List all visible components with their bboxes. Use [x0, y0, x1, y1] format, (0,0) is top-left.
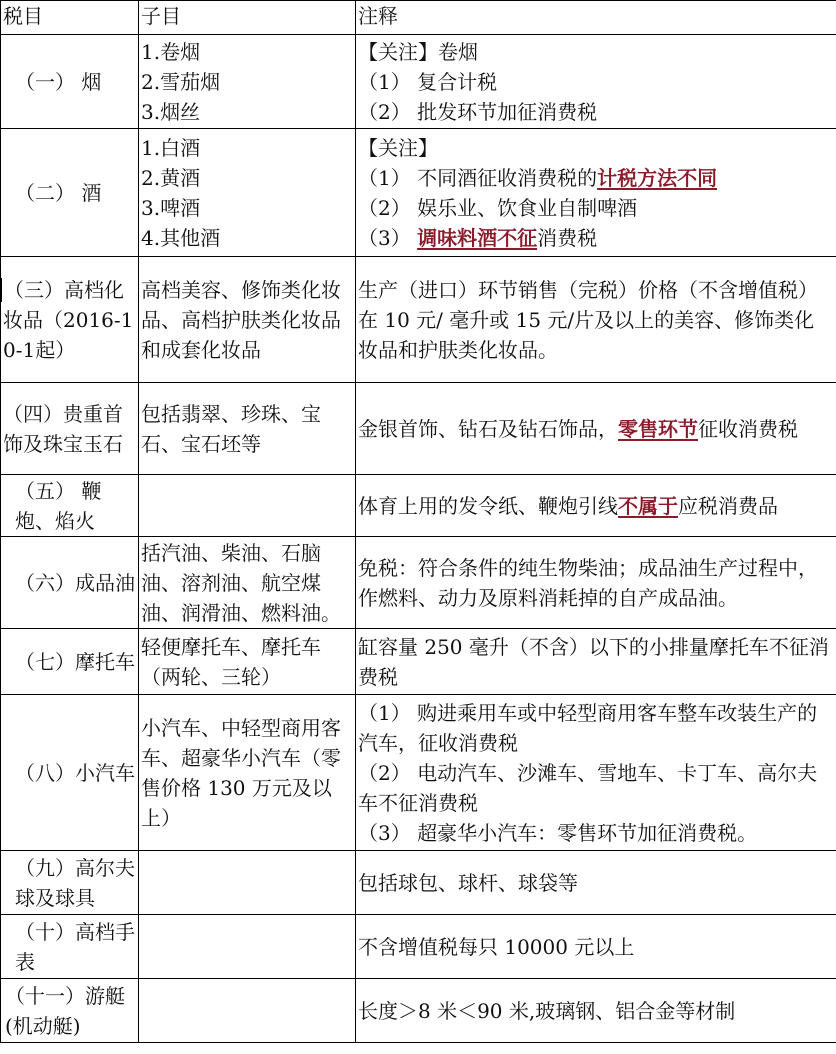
sub-item-cell — [139, 475, 356, 537]
note-text: （2） 批发环节加征消费税 — [358, 99, 598, 124]
header-notes: 注释 — [356, 1, 836, 35]
tax-item-label: （六）成品油 — [15, 570, 135, 595]
note-line — [358, 553, 834, 613]
sub-item-text: 2.雪茄烟 — [141, 69, 221, 94]
tax-item-label: （十）高档手表 — [15, 919, 135, 974]
note-highlight: 零售环节 — [618, 416, 698, 441]
header-sub-item: 子目 — [139, 1, 356, 35]
sub-item-text: 轻便摩托车、摩托车（两轮、三轮） — [141, 634, 321, 689]
note-text: （3） — [358, 225, 418, 250]
tax-item-label: （七）摩托车 — [15, 649, 135, 674]
notes-cell — [356, 979, 836, 1043]
notes-cell — [356, 537, 836, 629]
note-line — [358, 275, 834, 365]
sub-item-cell — [139, 695, 356, 851]
notes-cell — [356, 851, 836, 915]
table-row — [1, 537, 836, 629]
tax-item-label: （八）小汽车 — [15, 760, 135, 785]
note-text: 消费税 — [537, 225, 598, 250]
tax-item-cell — [1, 537, 139, 629]
notes-cell — [356, 629, 836, 695]
header-row — [1, 1, 836, 35]
notes-cell — [356, 35, 836, 129]
sub-item-cell — [139, 629, 356, 695]
note-text: （1） 不同酒征收消费税的 — [358, 165, 598, 190]
note-text: （2） 电动汽车、沙滩车、雪地车、卡丁车、高尔夫车不征消费税 — [358, 760, 818, 815]
sub-item-text: 3.烟丝 — [141, 99, 201, 124]
sub-item-cell — [139, 979, 356, 1043]
note-highlight: 不属于 — [618, 493, 678, 518]
tax-item-cell — [1, 475, 139, 537]
note-text: （2） 娱乐业、饮食业自制啤酒 — [358, 195, 638, 220]
table-row — [1, 383, 836, 475]
table-row — [1, 257, 836, 383]
tax-item-label: （四）贵重首饰及珠宝玉石 — [3, 401, 123, 456]
tax-item-cell — [1, 915, 139, 979]
tax-item-label: （二） 酒 — [15, 180, 102, 205]
note-line — [358, 67, 834, 97]
note-line — [358, 632, 834, 692]
note-text: 【关注】 — [358, 135, 438, 160]
table-row — [1, 129, 836, 257]
sub-item-text: 包括翡翠、珍珠、宝石、宝石坯等 — [141, 401, 321, 456]
note-text: 征收消费税 — [698, 416, 798, 441]
note-text: 应税消费品 — [678, 493, 778, 518]
note-text: 包括球包、球杆、球袋等 — [358, 870, 578, 895]
sub-item-cell — [139, 129, 356, 257]
table-row — [1, 629, 836, 695]
sub-item-cell — [139, 851, 356, 915]
tax-item-cell — [1, 979, 139, 1043]
note-highlight: 调味料酒不征 — [417, 225, 538, 250]
table-row — [1, 695, 836, 851]
tax-item-label: （一） 烟 — [15, 69, 102, 94]
note-line — [358, 758, 834, 818]
tax-item-cell — [1, 129, 139, 257]
note-line — [358, 818, 834, 848]
note-text: 金银首饰、钻石及钻石饰品， — [358, 416, 618, 441]
sub-item-text: 小汽车、中轻型商用客车、超豪华小汽车（零售价格 130 万元及以上） — [141, 715, 341, 830]
note-line — [358, 163, 834, 193]
sub-item-text: 括汽油、柴油、石脑油、溶剂油、航空煤油、润滑油、燃料油。 — [141, 540, 341, 625]
note-text: 不含增值税每只 10000 元以上 — [358, 934, 635, 959]
notes-cell — [356, 129, 836, 257]
note-text: 体育上用的发令纸、鞭炮引线 — [358, 493, 618, 518]
note-line — [358, 698, 834, 758]
note-line — [358, 414, 834, 444]
note-line — [358, 868, 834, 898]
note-text: 【关注】卷烟 — [358, 39, 478, 64]
sub-item-cell — [139, 257, 356, 383]
sub-item-cell — [139, 383, 356, 475]
tax-item-cell — [1, 35, 139, 129]
note-highlight: 计税方法不同 — [597, 165, 718, 190]
note-line — [358, 223, 834, 253]
tax-item-cell — [1, 695, 139, 851]
notes-cell — [356, 257, 836, 383]
sub-item-cell — [139, 537, 356, 629]
note-line — [358, 996, 834, 1026]
sub-item-text: 1.卷烟 — [141, 39, 201, 64]
note-line — [358, 932, 834, 962]
table-row — [1, 475, 836, 537]
table-row — [1, 35, 836, 129]
note-text: 免税：符合条件的纯生物柴油；成品油生产过程中，作燃料、动力及原料消耗掉的自产成品油。 — [358, 555, 818, 610]
tax-item-label: （十一）游艇(机动艇) — [5, 983, 125, 1038]
sub-item-cell — [139, 35, 356, 129]
sub-item-text: 4.其他酒 — [141, 225, 221, 250]
tax-item-cell — [1, 257, 139, 383]
notes-cell — [356, 695, 836, 851]
tax-item-label: （三）高档化妆品（2016-10-1起） — [1, 278, 134, 362]
sub-item-text: 2.黄酒 — [141, 165, 201, 190]
note-line — [358, 133, 834, 163]
table-row — [1, 915, 836, 979]
table-row — [1, 979, 836, 1043]
note-text: （3） 超豪华小汽车：零售环节加征消费税。 — [358, 820, 758, 845]
note-text: （1） 购进乘用车或中轻型商用客车整车改装生产的汽车，征收消费税 — [358, 700, 818, 755]
sub-item-cell — [139, 915, 356, 979]
note-text: 缸容量 250 毫升（不含）以下的小排量摩托车不征消费税 — [358, 634, 829, 689]
notes-cell — [356, 383, 836, 475]
note-line — [358, 193, 834, 223]
tax-item-cell — [1, 629, 139, 695]
note-line — [358, 491, 834, 521]
sub-item-text: 高档美容、修饰类化妆品、高档护肤类化妆品和成套化妆品 — [141, 277, 341, 362]
tax-table-body — [1, 1, 836, 1043]
tax-item-cell — [1, 383, 139, 475]
notes-cell — [356, 915, 836, 979]
tax-item-label: （五） 鞭炮、焰火 — [15, 478, 102, 533]
notes-cell — [356, 475, 836, 537]
note-line — [358, 97, 834, 127]
sub-item-text: 3.啤酒 — [141, 195, 201, 220]
table-row — [1, 851, 836, 915]
sub-item-text: 1.白酒 — [141, 135, 201, 160]
note-line — [358, 37, 834, 67]
note-text: 生产（进口）环节销售（完税）价格（不含增值税）在 10 元/ 毫升或 15 元/片及以上的美容、修饰类化妆品和护肤类化妆品。 — [358, 277, 818, 362]
tax-item-label: （九）高尔夫球及球具 — [15, 855, 135, 910]
tax-item-cell — [1, 851, 139, 915]
note-text: （1） 复合计税 — [358, 69, 498, 94]
header-tax-item: 税目 — [1, 1, 139, 35]
note-text: 长度＞8 米＜90 米,玻璃钢、铝合金等材制 — [358, 998, 736, 1023]
